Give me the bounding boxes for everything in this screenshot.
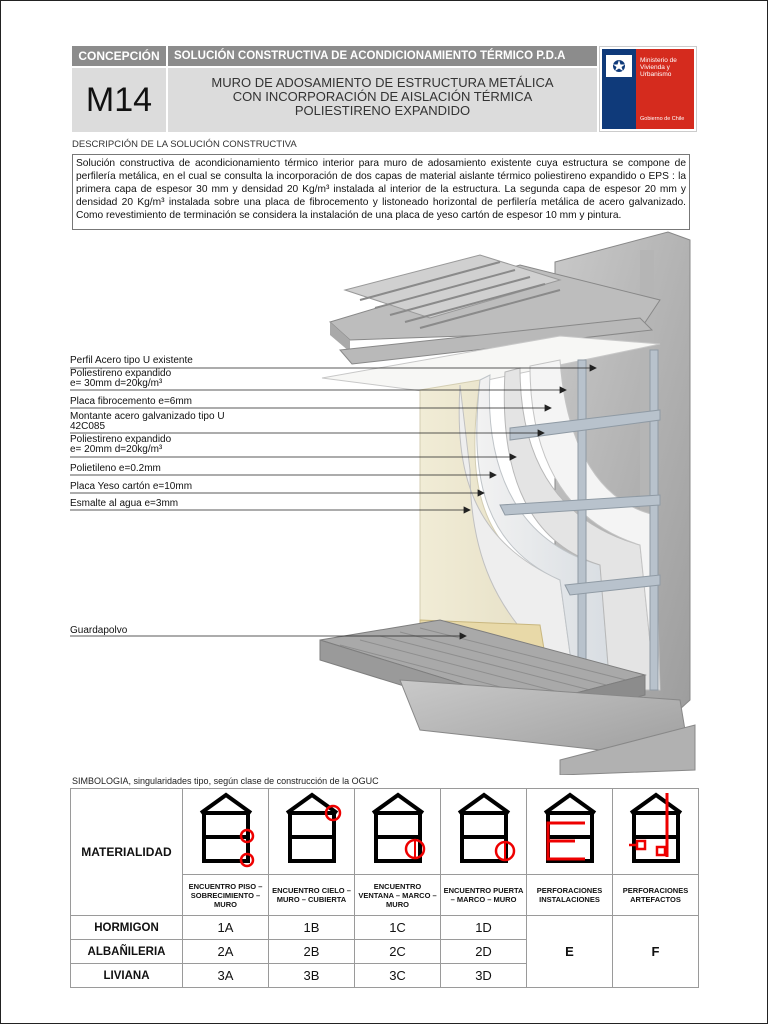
column-header-puerta: ENCUENTRO PUERTA – MARCO – MURO xyxy=(441,875,527,916)
icon-cell-ventana xyxy=(355,789,441,875)
row-label-hormigon: HORMIGON xyxy=(71,916,183,940)
house-window-junction-icon xyxy=(363,789,433,869)
logo-text-3: Urbanismo xyxy=(640,71,672,78)
concepcion-label: CONCEPCIÓN xyxy=(72,46,166,66)
label-esmalte: Esmalte al agua e=3mm xyxy=(70,498,179,509)
column-header-ventana: ENCUENTRO VENTANA – MARCO – MURO xyxy=(355,875,441,916)
header xyxy=(72,46,697,132)
description-text: Solución constructiva de acondicionamiento térmico interior para muro de adosamiento existente cuya estructura se compone de perfilería metálica, en el cual se consulta la incorporación de dos capas de material aislante térmico poliestireno expandido o EPS : la primera capa de espesor 30 mm y densidad 20 Kg/m³ instalada al interior de la estructura. La segunda capa de espesor 20 mm y densidad 20 Kg/m³ instalada sobre una placa de fibrocemento y listoneado horizontal de perfilería metálica de acero galvanizado. Como revestimiento de terminación se considera la instalación de una placa de yeso cartón de espesor 10 mm y pintura. xyxy=(72,154,690,230)
house-appliances-perforation-icon xyxy=(621,789,691,869)
symbology-title: SIMBOLOGIA, singularidades tipo, según clase de construcción de la OGUC xyxy=(72,776,379,786)
code-1b: 1B xyxy=(269,916,355,940)
code-1c: 1C xyxy=(355,916,441,940)
symbology-table xyxy=(70,788,698,984)
code-3c: 3C xyxy=(355,964,441,988)
column-header-piso: ENCUENTRO PISO – SOBRECIMIENTO – MURO xyxy=(183,875,269,916)
code-2a: 2A xyxy=(183,940,269,964)
label-eps-20-spec: e= 20mm d=20kg/m³ xyxy=(70,444,163,455)
label-yeso-carton: Placa Yeso cartón e=10mm xyxy=(70,481,193,492)
house-installations-perforation-icon xyxy=(535,789,605,869)
label-eps-20-name: Poliestireno expandido xyxy=(70,434,172,445)
label-eps-30-spec: e= 30mm d=20kg/m³ xyxy=(70,378,163,389)
solution-code: M14 xyxy=(72,68,166,132)
code-2c: 2C xyxy=(355,940,441,964)
solucion-label: SOLUCIÓN CONSTRUCTIVA DE ACONDICIONAMIENTO TÉRMICO P.D.A xyxy=(168,46,597,66)
logo-red-band xyxy=(636,49,694,129)
title-line-3: POLIESTIRENO EXPANDIDO xyxy=(294,103,471,118)
row-label-liviana: LIVIANA xyxy=(71,964,183,988)
house-ceiling-junction-icon xyxy=(277,789,347,869)
title-line-1: MURO DE ADOSAMIENTO DE ESTRUCTURA METÁLICA xyxy=(211,75,554,90)
icon-cell-puerta xyxy=(441,789,527,875)
logo-text-1: Ministerio de xyxy=(640,57,677,64)
label-eps-30-name: Poliestireno expandido xyxy=(70,368,172,379)
construction-drawing xyxy=(0,230,768,775)
code-2b: 2B xyxy=(269,940,355,964)
logo-text-2: Vivienda y xyxy=(640,64,670,71)
column-header-artefactos: PERFORACIONES ARTEFACTOS xyxy=(613,875,699,916)
logo-gov-text: Gobierno de Chile xyxy=(640,116,685,122)
code-3b: 3B xyxy=(269,964,355,988)
label-montante-name: Montante acero galvanizado tipo U xyxy=(70,411,225,422)
logo-blue-band xyxy=(602,49,636,129)
solution-title xyxy=(168,68,597,132)
label-fibrocemento: Placa fibrocemento e=6mm xyxy=(70,396,193,407)
code-e: E xyxy=(527,916,613,988)
column-header-instalaciones: PERFORACIONES INSTALACIONES xyxy=(527,875,613,916)
row-label-albanileria: ALBAÑILERIA xyxy=(71,940,183,964)
code-2d: 2D xyxy=(441,940,527,964)
ministry-logo xyxy=(599,46,697,132)
code-1a: 1A xyxy=(183,916,269,940)
label-montante-code: 42C085 xyxy=(70,421,106,432)
house-floor-junction-icon xyxy=(191,789,261,869)
icon-cell-artefactos xyxy=(613,789,699,875)
label-polietileno: Polietileno e=0.2mm xyxy=(70,463,161,474)
column-header-cielo: ENCUENTRO CIELO – MURO – CUBIERTA xyxy=(269,875,355,916)
code-3a: 3A xyxy=(183,964,269,988)
icon-cell-cielo xyxy=(269,789,355,875)
code-3d: 3D xyxy=(441,964,527,988)
icon-cell-piso xyxy=(183,789,269,875)
code-1d: 1D xyxy=(441,916,527,940)
label-guardapolvo: Guardapolvo xyxy=(70,625,128,636)
description-title: DESCRIPCIÓN DE LA SOLUCIÓN CONSTRUCTIVA xyxy=(72,139,297,150)
icon-cell-instalaciones xyxy=(527,789,613,875)
title-line-2: CON INCORPORACIÓN DE AISLACIÓN TÉRMICA xyxy=(232,89,533,104)
coat-of-arms-icon xyxy=(602,49,636,89)
materialidad-header: MATERIALIDAD xyxy=(71,789,183,916)
code-f: F xyxy=(613,916,699,988)
label-perfil-acero: Perfil Acero tipo U existente xyxy=(70,355,193,366)
house-door-junction-icon xyxy=(449,789,519,869)
